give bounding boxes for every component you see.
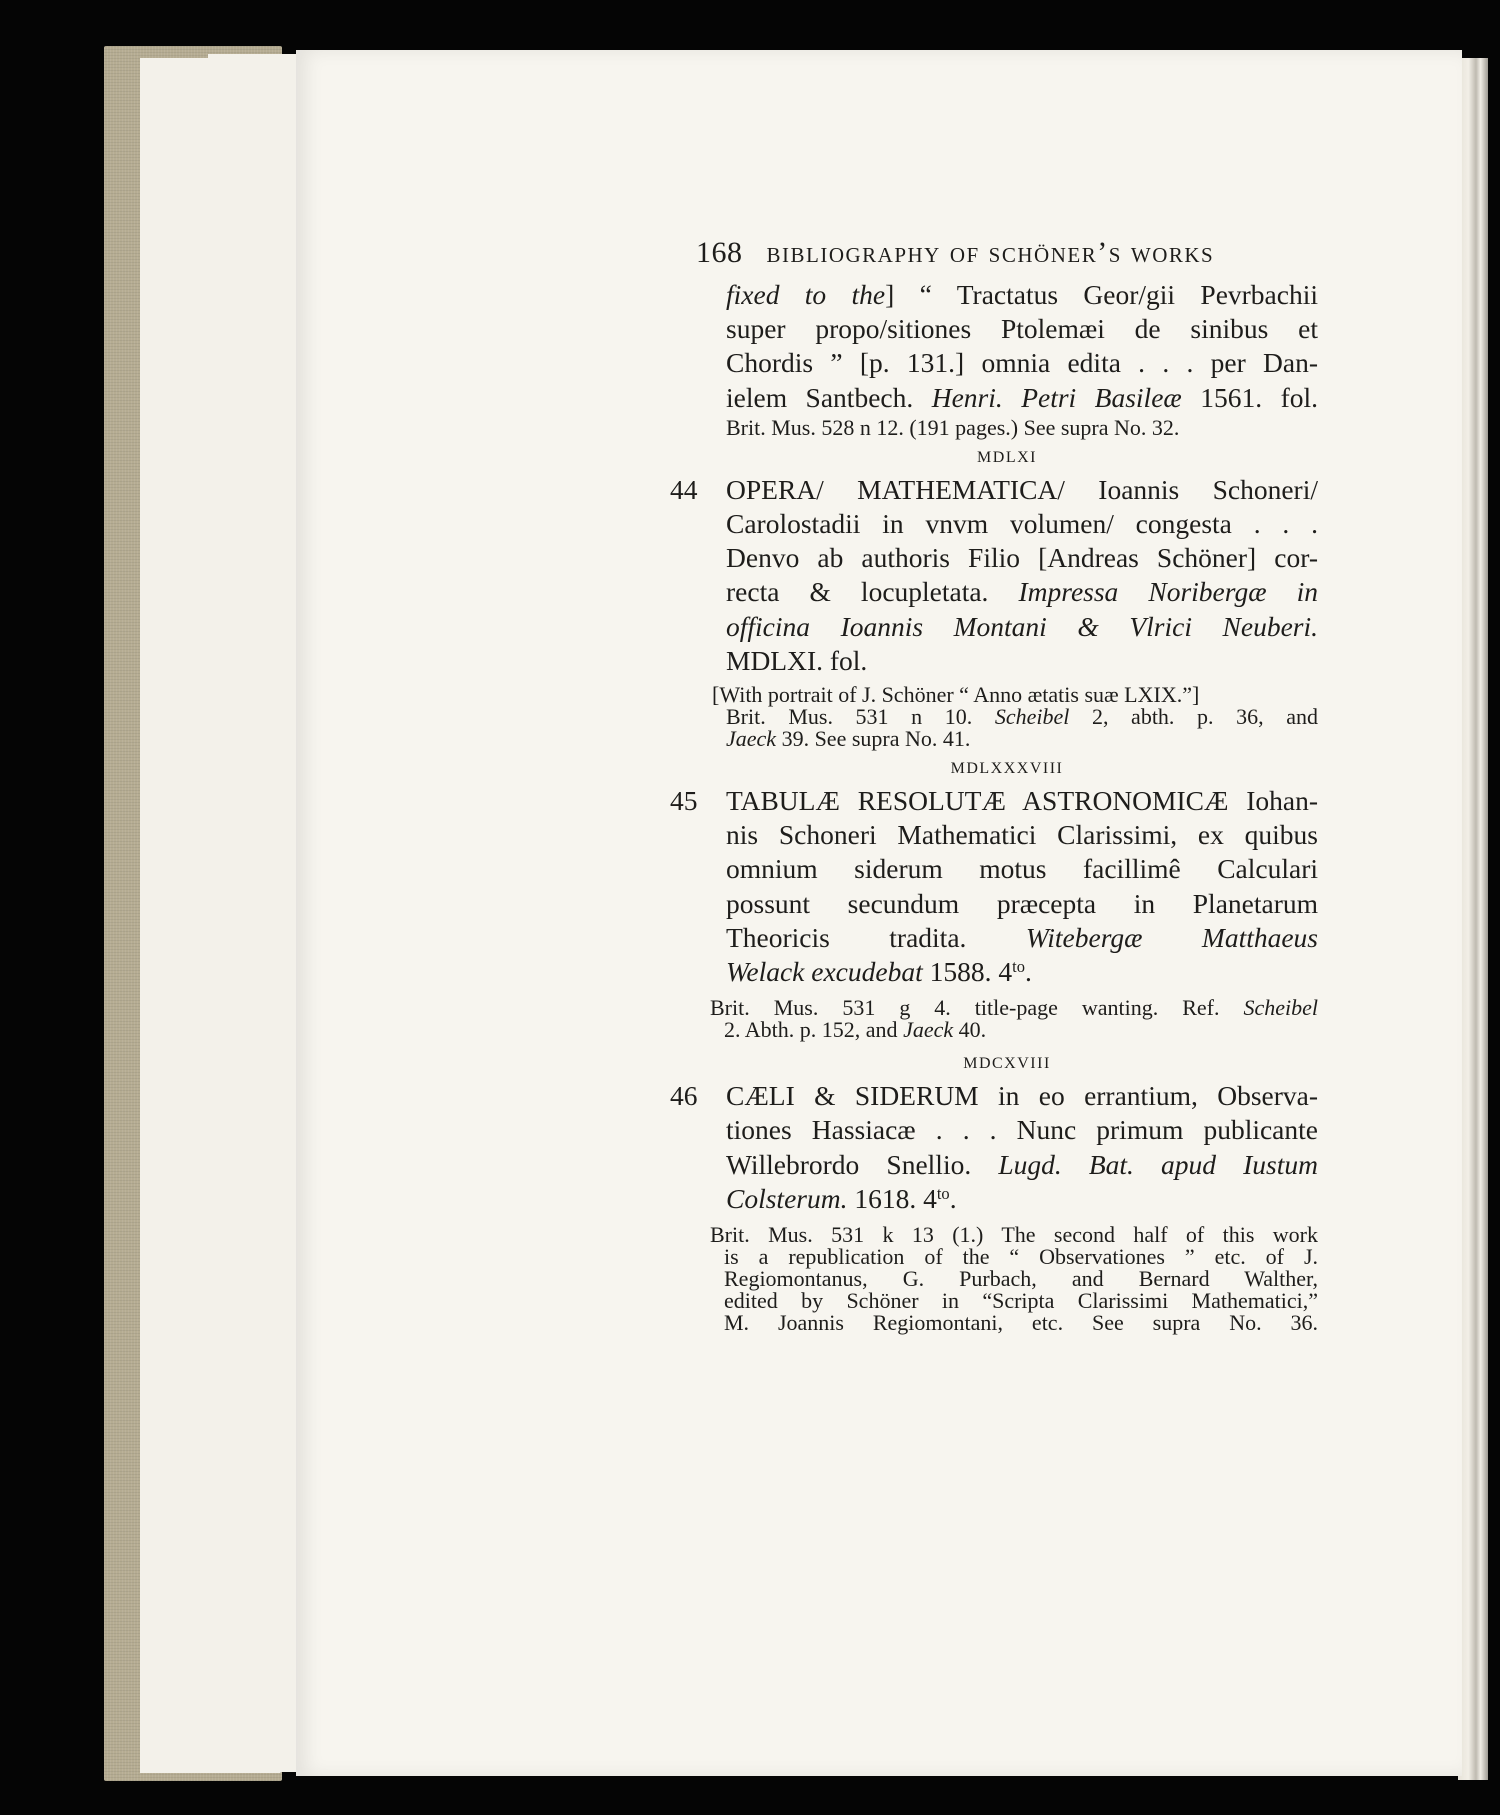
text-line: super propo/sitiones Ptolemæi de sinibus et xyxy=(726,313,1318,345)
entry-notes xyxy=(712,684,1318,750)
shelfmark-note: Brit. Mus. 528 n 12. (191 pages.) See supra No. 32. xyxy=(726,414,1180,440)
entry-notes xyxy=(710,997,1318,1041)
entry-notes xyxy=(710,1224,1318,1334)
entry-date: MDLXI xyxy=(977,448,1037,466)
note-line: Regiomontanus, G. Purbach, and Bernard Walther, xyxy=(724,1266,1318,1292)
page-edge xyxy=(208,54,304,1772)
note-line: M. Joannis Regiomontani, etc. See supra No. 36. xyxy=(724,1310,1318,1336)
text-line: officina Ioannis Montani & Vlrici Neuberi. xyxy=(726,610,1318,642)
entry-date: MDLXXXVIII xyxy=(950,760,1064,778)
entry-date: MDCXVIII xyxy=(963,1055,1051,1073)
text-line: Chordis ” [p. 131.] omnia edita . . . per Dan- xyxy=(726,347,1318,379)
running-header xyxy=(696,236,1318,278)
text-line: MDLXI. fol. xyxy=(726,644,868,676)
entry-number: 44 xyxy=(670,473,698,505)
right-page-edges xyxy=(1458,58,1488,1780)
continuation-text xyxy=(726,278,1318,415)
page-text xyxy=(670,236,1319,1336)
text-line: TABULÆ RESOLUTÆ ASTRONOMICÆ Iohan- xyxy=(726,785,1318,817)
text-line: Colsterum. 1618. $4^{to}$. xyxy=(726,1182,957,1214)
text-line: fixed to the] “ Tractatus Geor/gii Pevrbachii xyxy=(726,279,1318,310)
entry-45 xyxy=(670,784,1319,989)
note-line: 2. Abth. p. 152, and Jaeck 40. xyxy=(724,1017,987,1043)
note-line: is a republication of the “ Observationes ” etc. of J. xyxy=(724,1244,1318,1270)
text-line: Denvo ab authoris Filio [Andreas Schöner] cor- xyxy=(726,542,1318,574)
text-line: CÆLI & SIDERUM in eo errantium, Observa- xyxy=(726,1080,1318,1112)
page-number: 168 xyxy=(696,236,743,269)
text-line: recta & locupletata. Impressa Noribergæ in xyxy=(726,576,1318,608)
note-line: [With portrait of J. Schöner “ Anno ætatis suæ LXIX.”] xyxy=(712,682,1200,708)
text-line: Welack excudebat 1588. $4^{to}$. xyxy=(726,956,1032,988)
entry-44 xyxy=(670,473,1318,678)
entry-46 xyxy=(670,1079,1319,1216)
entry-number: 46 xyxy=(670,1080,698,1112)
note-line: Brit. Mus. 531 k 13 (1.) The second half of this work xyxy=(710,1222,1318,1248)
text-line: possunt secundum præcepta in Planetarum xyxy=(726,887,1318,919)
entry-number: 45 xyxy=(670,785,698,817)
note-line: edited by Schöner in “Scripta Clarissimi Mathematici,” xyxy=(724,1288,1318,1314)
text-line: OPERA/ MATHEMATICA/ Ioannis Schoneri/ xyxy=(726,473,1318,505)
running-title: bibliography of schöner’s works xyxy=(766,236,1215,269)
note-line: Brit. Mus. 531 g 4. title-page wanting. Ref. Scheibel xyxy=(710,995,1318,1021)
text-line: Theoricis tradita. Witebergæ Matthaeus xyxy=(726,921,1319,953)
text-line: ielem Santbech. Henri. Petri Basileæ 1561. fol. xyxy=(726,381,1318,413)
text-line: nis Schoneri Mathematici Clarissimi, ex quibus xyxy=(726,819,1318,851)
text-line: tiones Hassiacæ . . . Nunc primum publicante xyxy=(726,1114,1318,1146)
text-line: Carolostadii in vnvm volumen/ congesta . . . xyxy=(726,508,1318,540)
text-line: Willebrordo Snellio. Lugd. Bat. apud Iustum xyxy=(726,1148,1319,1180)
text-line: omnium siderum motus facillimê Calculari xyxy=(726,853,1318,885)
note-line: Jaeck 39. See supra No. 41. xyxy=(726,726,971,752)
note-line: Brit. Mus. 531 n 10. Scheibel 2, abth. p. 36, and xyxy=(726,704,1318,730)
